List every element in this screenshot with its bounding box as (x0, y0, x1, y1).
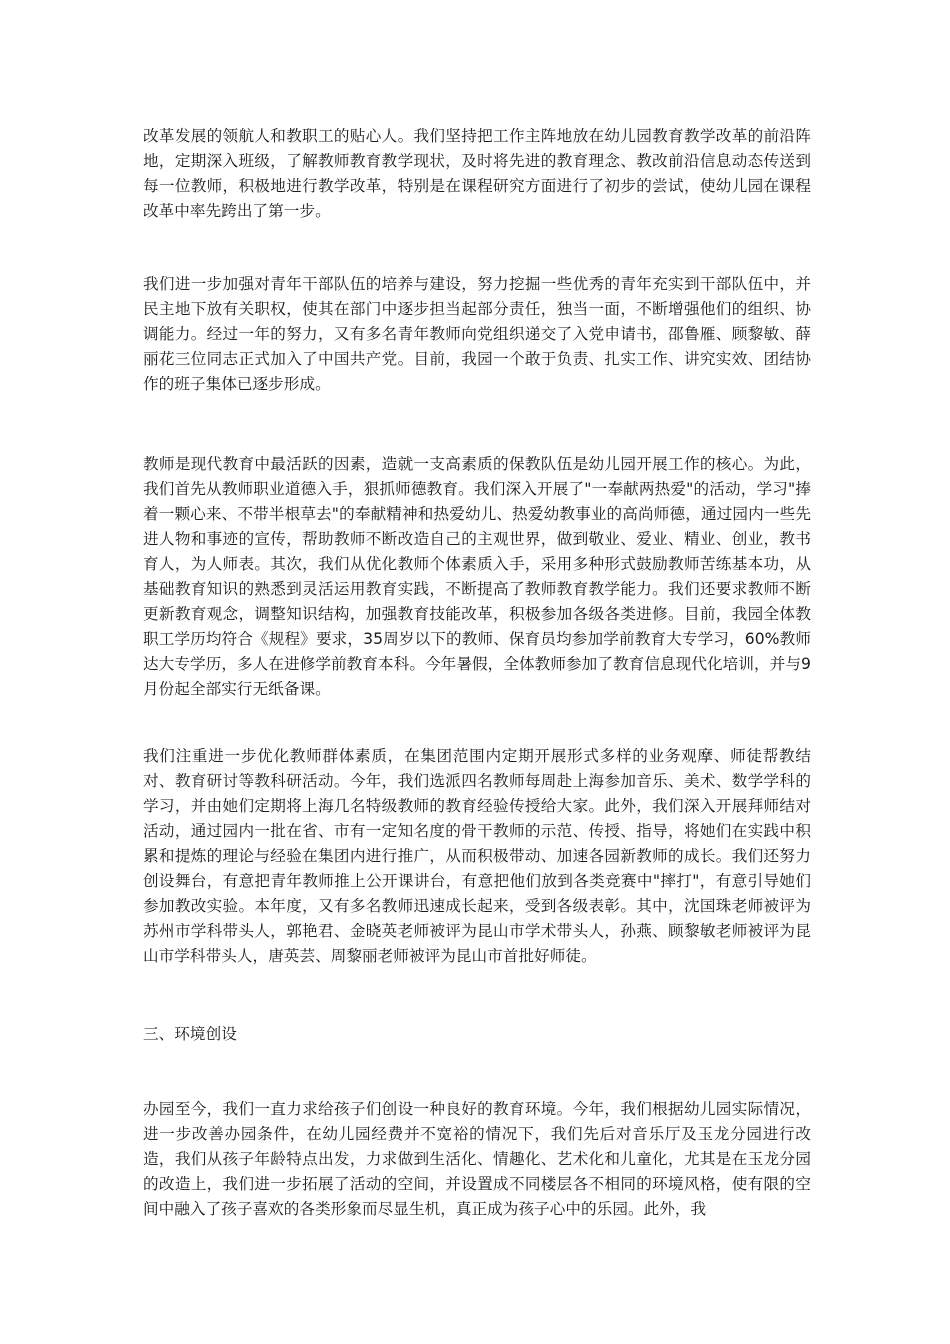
paragraph-young-cadres: 我们进一步加强对青年干部队伍的培养与建设，努力挖掘一些优秀的青年充实到干部队伍中，并民主地下放有关职权，使其在部门中逐步担当起部分责任，独当一面，不断增强他们的组织、协调能力。经过一年的努力，又有多名青年教师向党组织递交了入党申请书，邵鲁雁、顾黎敏、薛丽花三位同志正式加入了中国共产党。目前，我园一个敢于负责、扎实工作、讲究实效、团结协作的班子集体已逐步形成。 (143, 275, 811, 393)
section-heading-environment: 三、环境创设 (143, 1025, 237, 1043)
paragraph-environment: 办园至今，我们一直力求给孩子们创设一种良好的教育环境。今年，我们根据幼儿园实际情况，进一步改善办园条件，在幼儿园经费并不宽裕的情况下，我们先后对音乐厅及玉龙分园进行改造，我们从孩子年龄特点出发，力求做到生活化、情趣化、艺术化和儿童化，尤其是在玉龙分园的改造上，我们进一步拓展了活动的空间，并设置成不同楼层各不相同的环境风格，使有限的空间中融入了孩子喜欢的各类形象而尽显生机，真正成为孩子心中的乐园。此外，我 (143, 1100, 811, 1218)
paragraph-teacher-ethics: 教师是现代教育中最活跃的因素，造就一支高素质的保教队伍是幼儿园开展工作的核心。为此，我们首先从教师职业道德入手，狠抓师德教育。我们深入开展了"一奉献两热爱"的活动，学习"捧着一颗心来、不带半根草去"的奉献精神和热爱幼儿、热爱幼教事业的高尚师德，通过园内一些先进人物和事迹的宣传，帮助教师不断改造自己的主观世界，做到敬业、爱业、精业、创业，教书育人，为人师表。其次，我们从优化教师个体素质入手，采用多种形式鼓励教师苦练基本功，从基础教育知识的熟悉到灵活运用教育实践，不断提高了教师教育教学能力。我们还要求教师不断更新教育观念，调整知识结构，加强教育技能改革，积极参加各级各类进修。目前，我园全体教职工学历均符合《规程》要求，35周岁以下的教师、保育员均参加学前教育大专学习，60%教师达大专学历，多人在进修学前教育本科。今年暑假，全体教师参加了教育信息现代化培训，并与9月份起全部实行无纸备课。 (143, 455, 811, 698)
paragraph-teacher-quality: 我们注重进一步优化教师群体素质，在集团范围内定期开展形式多样的业务观摩、师徒帮教结对、教育研讨等教科研活动。今年，我们选派四名教师每周赴上海参加音乐、美术、数学学科的学习，并由她们定期将上海几名特级教师的教育经验传授给大家。此外，我们深入开展拜师结对活动，通过园内一批在省、市有一定知名度的骨干教师的示范、传授、指导，将她们在实践中积累和提炼的理论与经验在集团内进行推广，从而积极带动、加速各园新教师的成长。我们还努力创设舞台，有意把青年教师推上公开课讲台，有意把他们放到各类竞赛中"摔打"，有意引导她们参加教改实验。本年度，又有多名教师迅速成长起来，受到各级表彰。其中，沈国珠老师被评为苏州市学科带头人，郭艳君、金晓英老师被评为昆山市学术带头人，孙燕、顾黎敏老师被评为昆山市学科带头人，唐英芸、周黎丽老师被评为昆山市首批好师徒。 (143, 747, 811, 965)
paragraph-leadership: 改革发展的领航人和教职工的贴心人。我们坚持把工作主阵地放在幼儿园教育教学改革的前沿阵地，定期深入班级，了解教师教育教学现状，及时将先进的教育理念、教改前沿信息动态传送到每一位教师，积极地进行教学改革，特别是在课程研究方面进行了初步的尝试，使幼儿园在课程改革中率先跨出了第一步。 (143, 127, 811, 220)
